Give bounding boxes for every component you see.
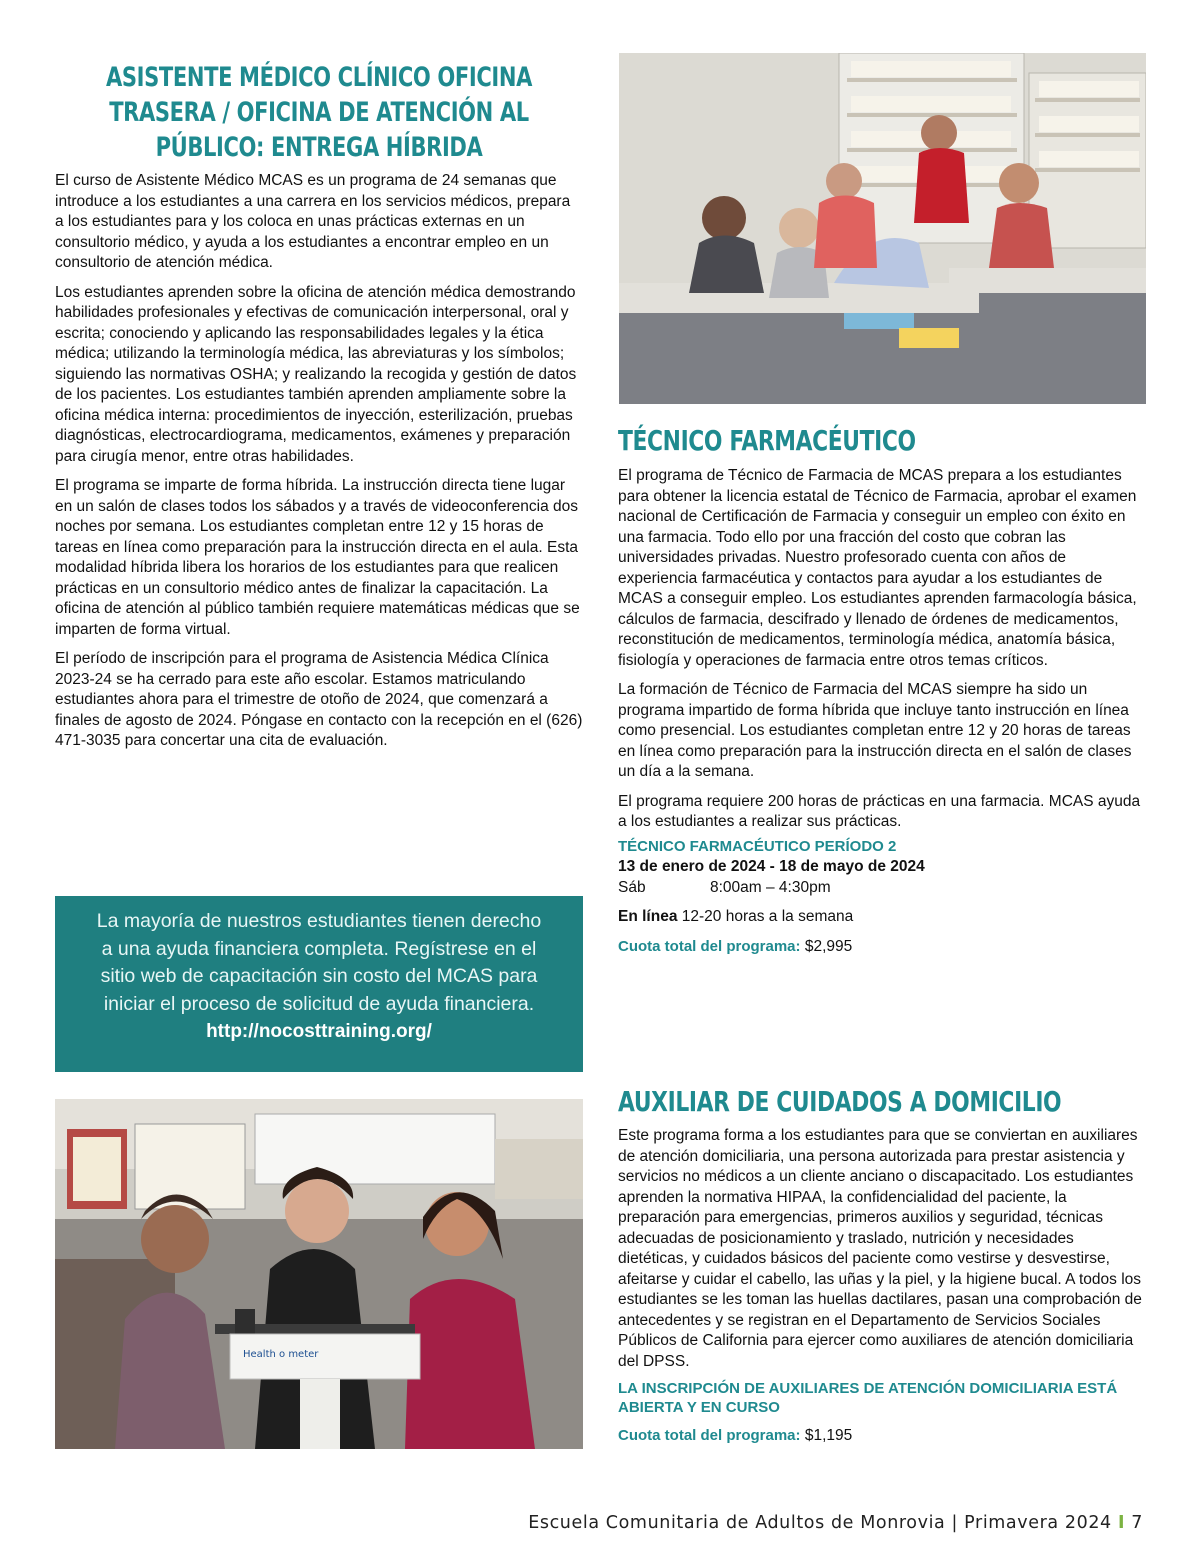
page-number: 7: [1131, 1513, 1143, 1533]
home-care-fee-value: $1,195: [804, 1427, 853, 1444]
medical-assistant-paragraph-3: El programa se imparte de forma híbrida. La instrucción directa tiene lugar en un salón de clases todos los sábados y a través de videoconferencia dos noches por semana. Los estudiantes completan entre 12 y 15 horas de tareas en línea como preparación para la instrucción directa en el aula. Esta modalidad híbrida libera los horarios de los estudiantes para que realicen prácticas en un consultorio médico antes de finalizar la capacitación. La oficina de atención al público también requiere matemáticas médicas que se imparten de forma virtual.: [55, 477, 580, 638]
footer-text: Escuela Comunitaria de Adultos de Monrovia | Primavera 2024: [528, 1513, 1112, 1533]
pharmacy-day: Sáb: [618, 878, 646, 896]
home-care-enrollment: LA INSCRIPCIÓN DE AUXILIARES DE ATENCIÓN DOMICILIARIA ESTÁ ABIERTA Y EN CURSO: [618, 1380, 1118, 1416]
scale-brand-label: Health o meter: [243, 1349, 319, 1360]
pharmacy-time: 8:00am – 4:30pm: [710, 878, 831, 896]
pharmacy-period-label: TÉCNICO FARMACÉUTICO PERÍODO 2: [618, 837, 897, 855]
home-care-paragraph: Este programa forma a los estudiantes para que se conviertan en auxiliares de atención domiciliaria, una persona autorizada para prestar asistencia y servicios no médicos a un cliente anciano o discapacitado. Los estudiantes aprenden la normativa HIPAA, la confidencialidad del paciente, la preparación para emergencias, primeros auxilios y seguridad, técnicas adecuadas de posicionamiento y traslado, nutrición y necesidades dietéticas, y cuidados básicos del paciente como vestirse y desvestirse, afeitarse y cuidar el cabello, las uñas y la piel, y la higiene bucal. A todos los estudiantes se les toman las huellas dactilares, pasan una comprobación de antecedentes y se registran en el Departamento de Servicios Sociales Públicos de California para ejercer como auxiliares de atención domiciliaria del DPSS.: [618, 1127, 1142, 1370]
medical-assistant-title: ASISTENTE MÉDICO CLÍNICO OFICINA TRASERA / OFICINA DE ATENCIÓN AL PÚBLICO: ENTREGA HÍBRIDA: [105, 62, 533, 163]
financial-aid-text: La mayoría de nuestros estudiantes tienen derecho a una ayuda financiera completa. Regístrese en el sitio web de capacitación sin costo del MCAS para iniciar el proceso de solicitud de ayuda financiera.: [96, 910, 542, 1015]
pharmacy-technician-title: TÉCNICO FARMACÉUTICO: [618, 424, 916, 457]
pharmacy-online-hours: 12-20 horas a la semana: [681, 907, 854, 925]
home-care-title: AUXILIAR DE CUIDADOS A DOMICILIO: [618, 1085, 1062, 1118]
pharmacy-fee-value: $2,995: [804, 937, 853, 955]
medical-assistant-paragraph-4: El período de inscripción para el programa de Asistencia Médica Clínica 2023-24 se ha cerrado para este año escolar. Estamos matriculando estudiantes ahora para el trimestre de otoño de 2024, que comenzará a finales de agosto de 2024. Póngase en contacto con la recepción en el (626) 471-3035 para concertar una cita de evaluación.: [55, 650, 583, 749]
page-footer: [528, 1513, 1143, 1533]
pharmacy-online: [618, 906, 1145, 927]
medical-assistant-section: [55, 60, 583, 761]
pharmacy-dates: 13 de enero de 2024 - 18 de mayo de 2024: [618, 857, 925, 875]
pharmacy-technician-section: [618, 424, 1145, 957]
home-care-section: [618, 1085, 1145, 1446]
financial-aid-callout: [55, 896, 583, 1072]
pharmacy-class-photo: [619, 53, 1146, 404]
nocosttraining-link[interactable]: http://nocosttraining.org/: [206, 1021, 432, 1042]
pharmacy-schedule: [618, 877, 1145, 898]
footer-separator: I: [1117, 1513, 1126, 1533]
pharmacy-paragraph-1: El programa de Técnico de Farmacia de MCAS prepara a los estudiantes para obtener la licencia estatal de Técnico de Farmacia, aprobar el examen nacional de Certificación de Farmacia y conseguir un empleo con éxito en una farmacia. Todo ello por una fracción del costo que cobran las universidades privadas. Nuestro profesorado cuenta con años de experiencia farmacéutica y contactos para ayudar a los estudiantes de MCAS a conseguir empleo. Los estudiantes aprenden farmacología básica, cálculos de farmacia, descifrado y llenado de órdenes de medicamentos, reconstitución de medicamentos, terminología médica, anatomía básica, fisiología y operaciones de farmacia entre otros temas críticos.: [618, 467, 1137, 669]
pharmacy-fee: [618, 936, 1145, 957]
pharmacy-paragraph-3: El programa requiere 200 horas de prácticas en una farmacia. MCAS ayuda a los estudiantes a realizar sus prácticas.: [618, 792, 1141, 830]
medical-scale-training-photo: [55, 1099, 583, 1449]
home-care-fee-label: Cuota total del programa:: [618, 1427, 801, 1444]
pharmacy-fee-label: Cuota total del programa:: [618, 937, 801, 955]
medical-assistant-paragraph-1: El curso de Asistente Médico MCAS es un programa de 24 semanas que introduce a los estudiantes a una carrera en los servicios médicos, prepara a los estudiantes para y los coloca en unas prácticas externas en un consultorio médico, y ayuda a los estudiantes a encontrar empleo en un consultorio de atención médica.: [55, 172, 571, 271]
pharmacy-paragraph-2: La formación de Técnico de Farmacia del MCAS siempre ha sido un programa impartido de forma híbrida que incluye tanto instrucción en línea como presencial. Los estudiantes completan entre 12 y 20 horas de tareas en línea como preparación para la instrucción directa en el salón de clases un día a la semana.: [618, 681, 1132, 780]
medical-assistant-paragraph-2: Los estudiantes aprenden sobre la oficina de atención médica demostrando habilidades profesionales y efectivas de comunicación interpersonal, oral y escrita; conociendo y aplicando las responsabilidades legales y la ética médica; utilizando la terminología médica, las abreviaturas y los símbolos; siguiendo las normativas OSHA; y realizando la recogida y gestión de datos de los pacientes. Los estudiantes también aprenden ampliamente sobre la oficina médica interna: procedimientos de inyección, esterilización, pruebas diagnósticas, electrocardiograma, medicamentos, exámenes y preparación para cirugía menor, entre otras habilidades.: [55, 283, 577, 465]
pharmacy-online-label: En línea: [618, 907, 678, 925]
home-care-fee: [618, 1425, 1145, 1446]
